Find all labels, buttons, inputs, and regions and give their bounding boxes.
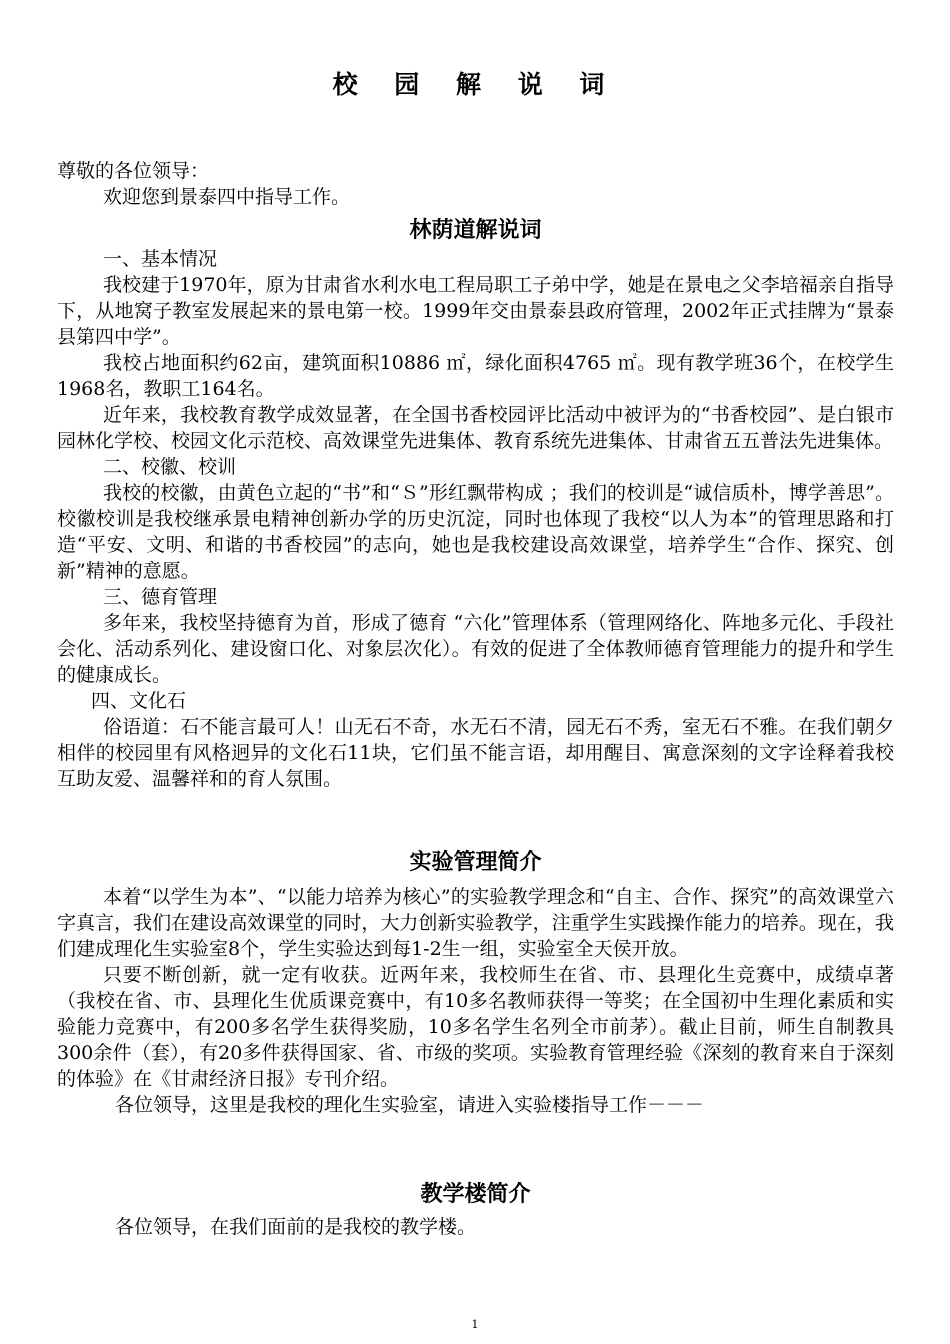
- subheading-moral: 三、德育管理: [103, 586, 218, 608]
- subheading-stone: 四、文化石: [91, 690, 187, 712]
- paragraph-stone: 俗语道：石不能言最可人！山无石不奇，水无石不清，园无石不秀，室无石不雅。在我们朝夕相伴的校园里有风格迥异的文化石11块，它们虽不能言语，却用醒目、寓意深刻的文字诠释着我校互助友爱、温馨祥和的育人氛围。: [57, 716, 894, 790]
- section-heading-lab: 实验管理简介: [409, 850, 542, 875]
- section-heading-building: 教学楼简介: [420, 1182, 531, 1207]
- page-number: 1: [471, 1318, 479, 1331]
- paragraph-moral: 多年来，我校坚持德育为首，形成了德育 “六化”管理体系（管理网络化、阵地多元化、手段社会化、活动系列化、建设窗口化、对象层次化）。有效的促进了全体教师德育管理能力的提升和学生的健康成长。: [57, 612, 894, 686]
- paragraph-basic-3: 近年来，我校教育教学成效显著，在全国书香校园评比活动中被评为的“书香校园”、是白银市园林化学校、校园文化示范校、高效课堂先进集体、教育系统先进集体、甘肃省五五普法先进集体。: [57, 404, 894, 452]
- paragraph-lab-2: 只要不断创新，就一定有收获。近两年来，我校师生在省、市、县理化生竞赛中，成绩卓著（我校在省、市、县理化生优质课竞赛中，有10多名教师获得一等奖；在全国初中生理化素质和实验能力竞赛中，有200多名学生获得奖励，10多名学生名列全市前茅）。截止目前，师生自制教具300余件（套），有20多件获得国家、省、市级的奖项。实验教育管理经验《深刻的教育来自于深刻的体验》在《甘肃经济日报》专刊介绍。: [57, 964, 894, 1090]
- greeting: 尊敬的各位领导：: [57, 160, 210, 182]
- section-heading-avenue: 林荫道解说词: [409, 218, 542, 243]
- paragraph-lab-1: 本着“以学生为本”、“以能力培养为核心”的实验教学理念和“自主、合作、探究”的高效课堂六字真言，我们在建设高效课堂的同时，大力创新实验教学，注重学生实践操作能力的培养。现在，我们建成理化生实验室8个，学生实验达到每1-2生一组，实验室全天侯开放。: [57, 886, 894, 960]
- document-title: 校 园 解 说 词: [332, 70, 619, 99]
- paragraph-basic-2: 我校占地面积约62亩，建筑面积10886 ㎡，绿化面积4765 ㎡。现有教学班36个，在校学生1968名，教职工164名。: [57, 352, 894, 400]
- paragraph-basic-1: 我校建于1970年，原为甘肃省水利水电工程局职工子弟中学，她是在景电之父李培福亲自指导下，从地窝子教室发展起来的景电第一校。1999年交由景泰县政府管理，2002年正式挂牌为“景泰县第四中学”。: [57, 274, 894, 348]
- subheading-basic: 一、基本情况: [103, 248, 218, 270]
- welcome-line: 欢迎您到景泰四中指导工作。: [103, 186, 351, 208]
- paragraph-lab-3: 各位领导，这里是我校的理化生实验室，请进入实验楼指导工作－－－: [115, 1094, 705, 1116]
- paragraph-emblem: 我校的校徽，由黄色立起的“书”和“Ｓ”形红飘带构成 ；我们的校训是“诚信质朴，博学善思”。校徽校训是我校继承景电精神创新办学的历史沉淀，同时也体现了我校“以人为本”的管理思路和打造“平安、文明、和谐的书香校园”的志向，她也是我校建设高效课堂，培养学生“合作、探究、创新”精神的意愿。: [57, 482, 894, 582]
- subheading-emblem: 二、校徽、校训: [103, 456, 237, 478]
- paragraph-building-1: 各位领导，在我们面前的是我校的教学楼。: [115, 1216, 477, 1238]
